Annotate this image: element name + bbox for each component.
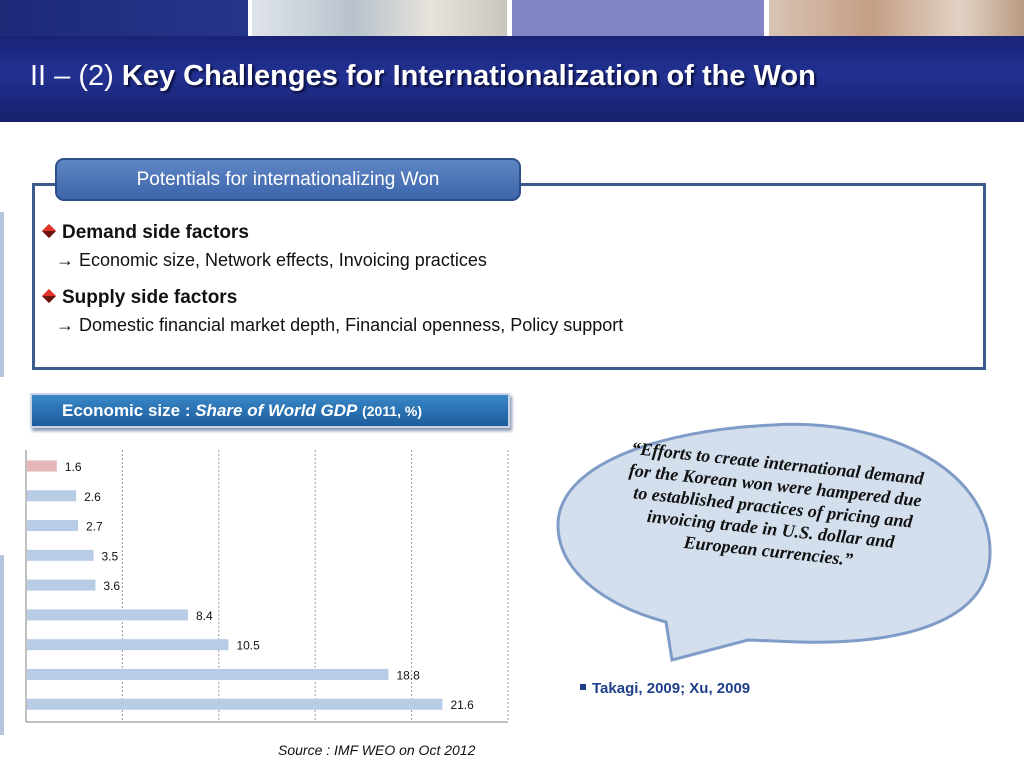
data-label: 3.6 (103, 579, 121, 594)
data-label: 2.7 (86, 519, 103, 534)
chart-banner-unit: (2011, %) (362, 403, 423, 419)
title-prefix: II – (2) (30, 60, 114, 92)
bar (27, 520, 78, 531)
chart-banner-label: Economic size : (62, 401, 191, 420)
data-label: 10.5 (236, 638, 260, 653)
speech-quote: “Efforts to create international demand for the Korean won were hampered due to established practices of pricing and invoicing trade in U.S. dollar and European currencies.” (628, 437, 925, 570)
chart-banner (30, 393, 510, 428)
supply-factor (44, 287, 623, 336)
bar (27, 461, 57, 472)
strip-panel-4 (769, 0, 1024, 36)
diamond-bullet-icon (42, 289, 56, 303)
bar (27, 580, 95, 591)
potentials-tab: Potentials for internationalizing Won (55, 158, 521, 201)
supply-factor-detail: → Domestic financial market depth, Financial openness, Policy support (56, 315, 624, 335)
data-label: 18.8 (396, 668, 420, 683)
data-label: 3.5 (101, 549, 119, 564)
bar (27, 490, 76, 501)
side-accent-bottom (0, 555, 4, 735)
strip-panel-1 (0, 0, 248, 36)
top-image-strip (0, 0, 1024, 36)
bar (27, 609, 188, 620)
data-label: 21.6 (450, 698, 474, 713)
bar (27, 699, 442, 710)
demand-factor (44, 222, 487, 271)
supply-factor-head: Supply side factors (62, 287, 238, 308)
bar (27, 550, 93, 561)
reference-text: Takagi, 2009; Xu, 2009 (592, 680, 751, 697)
potentials-box (32, 183, 986, 370)
chart-source: Source : IMF WEO on Oct 2012 (278, 742, 476, 758)
demand-factor-head: Demand side factors (62, 222, 249, 243)
gdp-share-chart (22, 448, 512, 726)
square-bullet-icon (580, 684, 586, 690)
bar (27, 639, 228, 650)
reference (580, 680, 750, 697)
data-label: 1.6 (64, 460, 82, 474)
chart-banner-emph: Share of World GDP (195, 401, 358, 420)
strip-panel-3 (512, 0, 764, 36)
data-label: 2.6 (84, 489, 101, 504)
data-label: 8.4 (195, 608, 213, 623)
bar (27, 669, 388, 680)
side-accent-top (0, 212, 4, 377)
demand-factor-detail: → Economic size, Network effects, Invoicing practices (56, 250, 487, 270)
strip-panel-2 (252, 0, 507, 36)
title-main: Key Challenges for Internationalization of the Won (121, 60, 816, 92)
slide-title (30, 60, 816, 93)
diamond-bullet-icon (42, 224, 56, 238)
